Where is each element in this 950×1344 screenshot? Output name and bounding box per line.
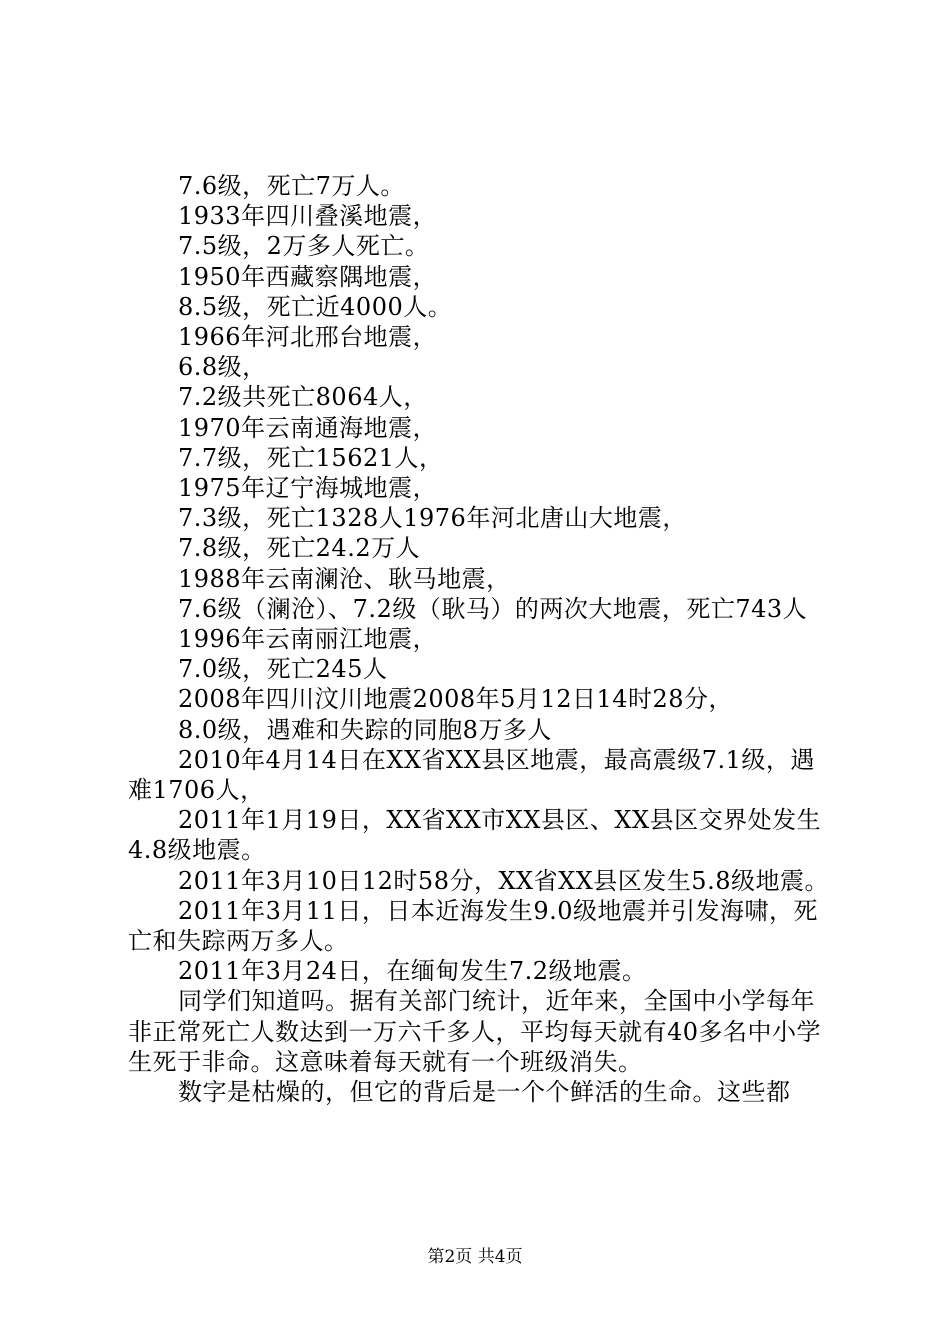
- paragraph: 7.8级，死亡24.2万人: [178, 534, 421, 563]
- paragraph: 7.2级共死亡8064人，: [178, 383, 428, 412]
- paragraph: 7.5级，2万多人死亡。: [178, 232, 430, 261]
- paragraph: 8.5级，死亡近4000人。: [178, 292, 453, 321]
- paragraph: 7.0级，死亡245人: [178, 655, 388, 684]
- paragraph: 1988年云南澜沧、耿马地震，: [178, 564, 511, 593]
- paragraph: 同学们知道吗。据有关部门统计，近年来，全国中小学每年非正常死亡人数达到一万六千多人，平均每天就有40多名中小学生死于非命。这意味着每天就有一个班级消失。: [128, 987, 822, 1076]
- document-body: [128, 171, 832, 1107]
- paragraph: 2011年3月11日，日本近海发生9.0级地震并引发海啸，死亡和失踪两万多人。: [128, 896, 819, 956]
- paragraph: 2011年1月19日，XX省XX市XX县区、XX县区交界处发生4.8级地震。: [128, 806, 822, 865]
- page-number-label: 第2页 共4页: [427, 1247, 523, 1267]
- paragraph: 2010年4月14日在XX省XX县区地震，最高震级7.1级，遇难1706人，: [128, 745, 815, 805]
- paragraph: 2008年四川汶川地震2008年5月12日14时28分，: [178, 685, 734, 714]
- paragraph: 1933年四川叠溪地震，: [178, 202, 438, 231]
- paragraph: 数字是枯燥的，但它的背后是一个个鲜活的生命。这些都: [178, 1078, 791, 1107]
- paragraph: 7.3级，死亡1328人1976年河北唐山大地震，: [178, 504, 687, 533]
- paragraph: 1950年西藏察隅地震，: [178, 262, 438, 291]
- paragraph: 1975年辽宁海城地震，: [178, 474, 438, 503]
- paragraph: 2011年3月10日12时58分，XX省XX县区发生5.8级地震。: [178, 866, 829, 895]
- paragraph: 6.8级，: [178, 353, 267, 382]
- page-footer: [0, 1242, 950, 1267]
- paragraph: 2011年3月24日，在缅甸发生7.2级地震。: [178, 957, 647, 986]
- paragraph: 7.6级（澜沧）、7.2级（耿马）的两次大地震，死亡743人: [178, 594, 808, 623]
- paragraph: 1970年云南通海地震，: [178, 413, 438, 442]
- paragraph: 8.0级，遇难和失踪的同胞8万多人: [178, 715, 552, 744]
- paragraph: 1996年云南丽江地震，: [178, 625, 438, 654]
- paragraph: 1966年河北邢台地震，: [178, 323, 438, 352]
- paragraph: 7.7级，死亡15621人，: [178, 443, 444, 472]
- paragraph: 7.6级，死亡7万人。: [178, 172, 405, 200]
